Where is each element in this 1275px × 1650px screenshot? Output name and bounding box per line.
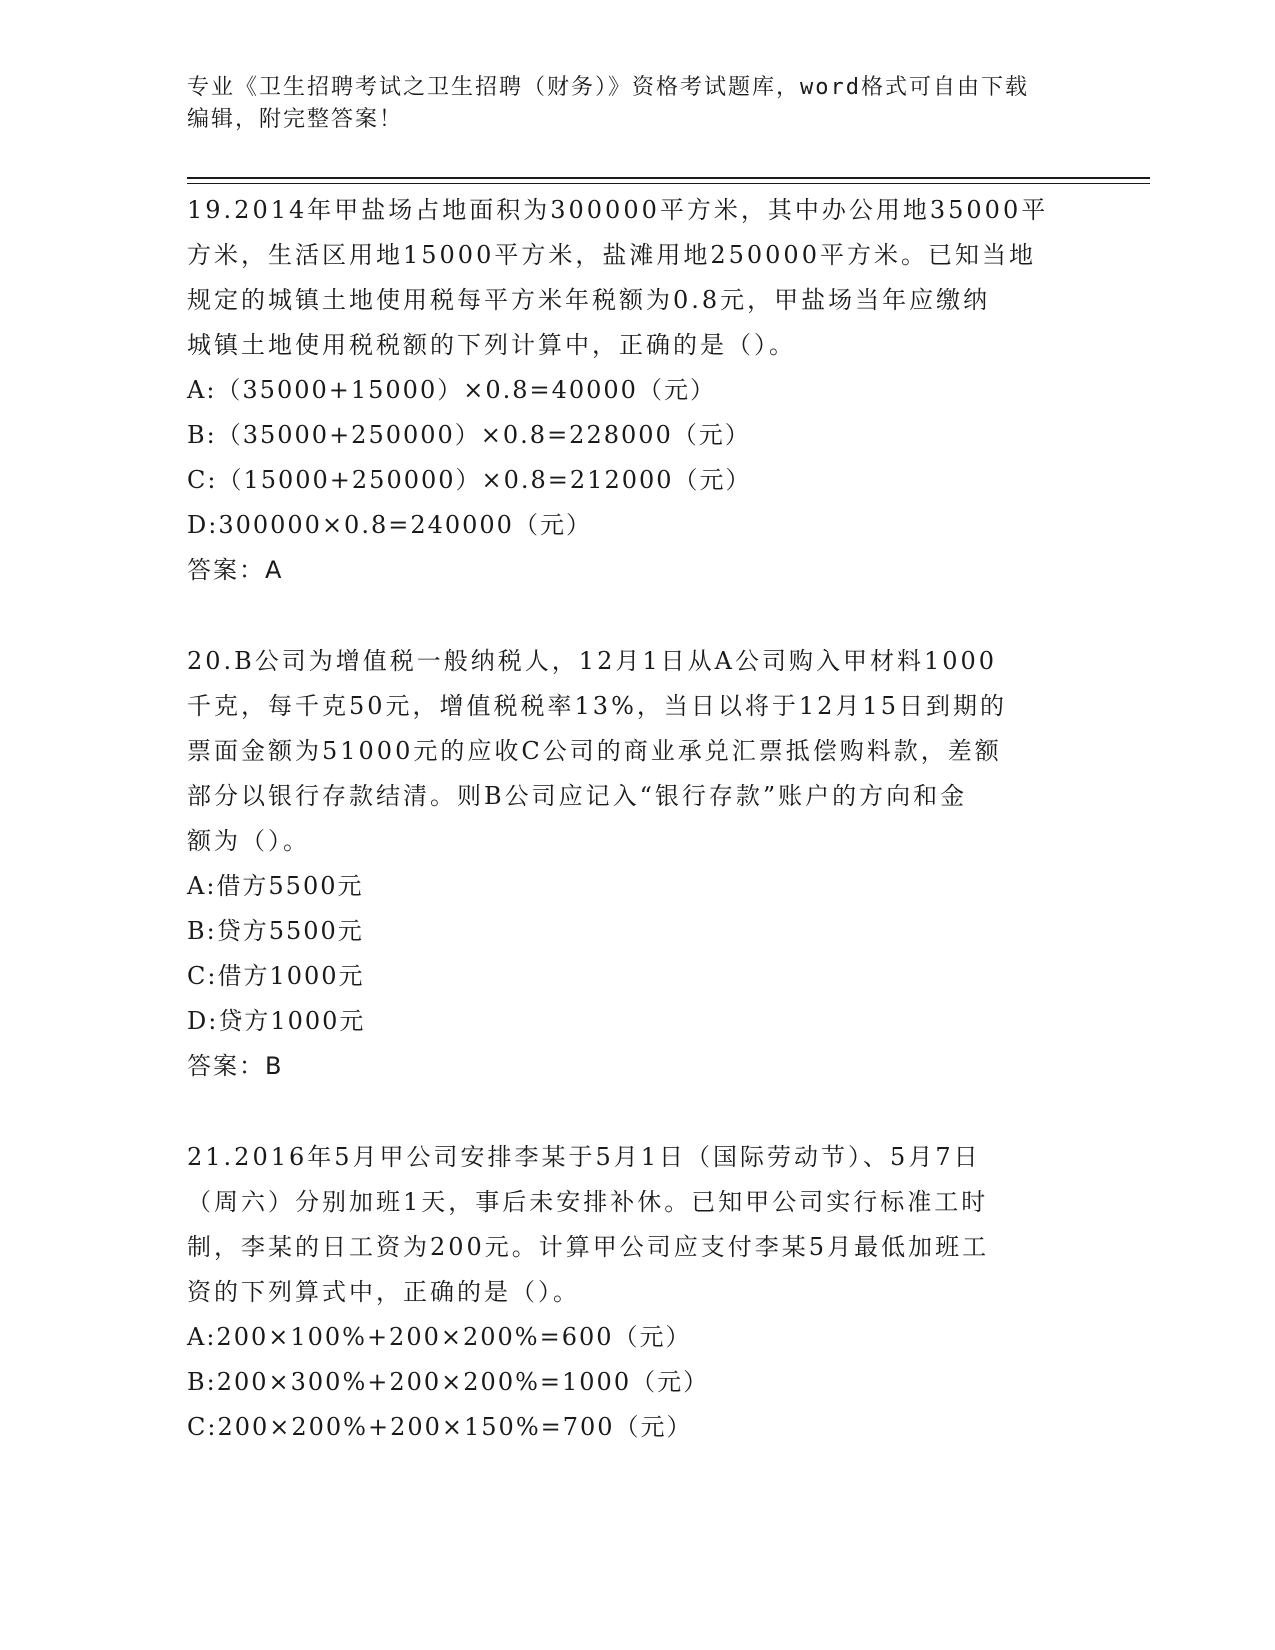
document-header [187, 72, 1087, 136]
option-c: C:借方1000元 [187, 962, 365, 990]
question-20 [187, 639, 1087, 1089]
question-text: （周六）分别加班1天，事后未安排补休。已知甲公司实行标准工时 [187, 1188, 989, 1216]
option-b: B:贷方5500元 [187, 917, 364, 945]
option-a: A:（35000+15000）×0.8=40000（元） [187, 376, 716, 404]
option-c: C:200×200%+200×150%=700（元） [187, 1413, 693, 1441]
question-text: 21.2016年5月甲公司安排李某于5月1日（国际劳动节）、5月7日 [187, 1143, 981, 1171]
question-text: 票面金额为51000元的应收C公司的商业承兑汇票抵偿购料款，差额 [187, 737, 1002, 765]
question-text: 城镇土地使用税税额的下列计算中，正确的是（）。 [187, 331, 796, 359]
question-text: 20.B公司为增值税一般纳税人，12月1日从A公司购入甲材料1000 [187, 647, 998, 675]
question-text: 资的下列算式中，正确的是（）。 [187, 1278, 580, 1306]
question-19 [187, 188, 1087, 593]
question-text: 19.2014年甲盐场占地面积为300000平方米，其中办公用地35000平 [187, 196, 1049, 224]
answer-line: 答案：B [187, 1052, 284, 1080]
header-divider-thick [187, 177, 1150, 179]
option-d: D:贷方1000元 [187, 1007, 366, 1035]
option-a: A:借方5500元 [187, 872, 364, 900]
option-b: B:（35000+250000）×0.8=228000（元） [187, 421, 751, 449]
question-text: 部分以银行存款结清。则B公司应记入“银行存款”账户的方向和金 [187, 782, 968, 810]
option-a: A:200×100%+200×200%=600（元） [187, 1323, 692, 1351]
question-21 [187, 1135, 1087, 1450]
question-text: 千克，每千克50元，增值税税率13%，当日以将于12月15日到期的 [187, 692, 1007, 720]
option-b: B:200×300%+200×200%=1000（元） [187, 1368, 710, 1396]
question-list [187, 188, 1087, 1450]
header-divider-thin [187, 183, 1150, 184]
option-d: D:300000×0.8=240000（元） [187, 511, 592, 539]
question-text: 方米，生活区用地15000平方米，盐滩用地250000平方米。已知当地 [187, 241, 1036, 269]
question-text: 规定的城镇土地使用税每平方米年税额为0.8元，甲盐场当年应缴纳 [187, 286, 991, 314]
answer-line: 答案：A [187, 556, 284, 584]
header-line: 编辑，附完整答案！ [187, 107, 404, 132]
question-text: 额为（）。 [187, 827, 310, 855]
option-c: C:（15000+250000）×0.8=212000（元） [187, 466, 752, 494]
header-line: 专业《卫生招聘考试之卫生招聘（财务）》资格考试题库，word格式可自由下载 [187, 75, 1029, 100]
question-text: 制，李某的日工资为200元。计算甲公司应支付李某5月最低加班工 [187, 1233, 990, 1261]
